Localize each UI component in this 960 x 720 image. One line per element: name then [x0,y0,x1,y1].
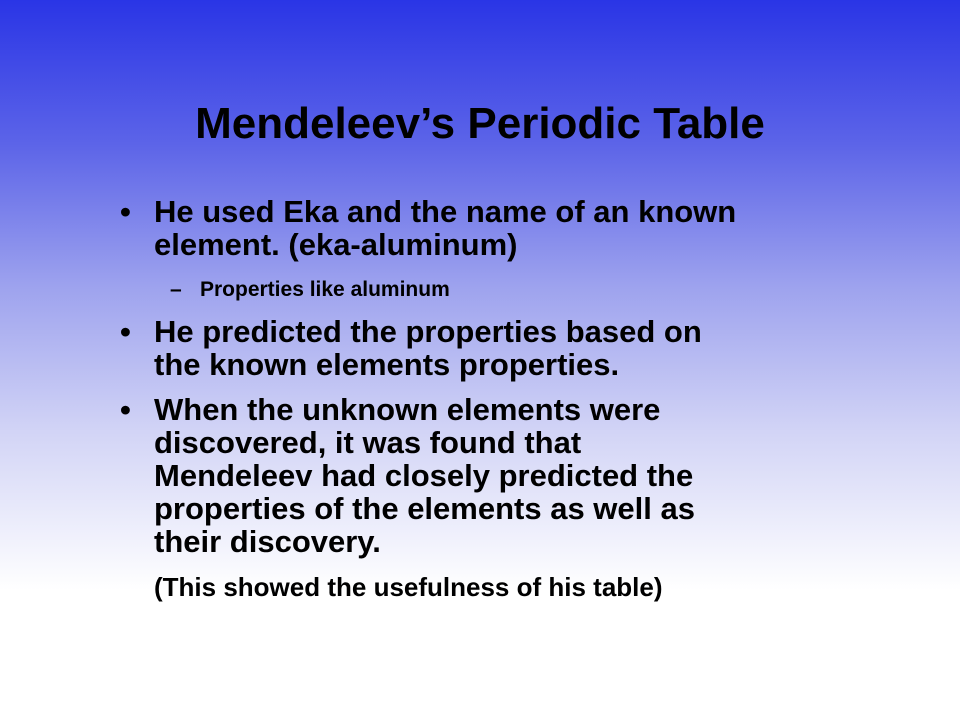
closing-note: (This showed the usefulness of his table) [154,572,663,602]
slide-title: Mendeleev’s Periodic Table [195,99,765,148]
bullet-item [120,195,880,261]
bullet-line: He predicted the properties based on [154,314,702,349]
bullet-line: discovered, it was found that [154,425,582,460]
bullet-line: element. (eka-aluminum) [154,227,518,262]
bullet-marker: • [120,314,131,349]
sub-bullet-text: Properties like aluminum [200,278,450,301]
bullet-line: their discovery. [154,524,381,559]
bullet-marker: • [120,392,131,427]
slide-content [120,195,880,602]
bullet-marker: • [120,194,131,229]
bullet-item [120,315,880,381]
bullet-line: When the unknown elements were [154,392,661,427]
bullet-line: the known elements properties. [154,347,620,382]
bullet-line: He used Eka and the name of an known [154,194,737,229]
bullet-item [120,393,880,558]
sub-bullet-item [120,277,880,303]
bullet-line: Mendeleev had closely predicted the [154,458,694,493]
sub-bullet-marker: – [170,278,182,301]
bullet-line: properties of the elements as well as [154,491,695,526]
